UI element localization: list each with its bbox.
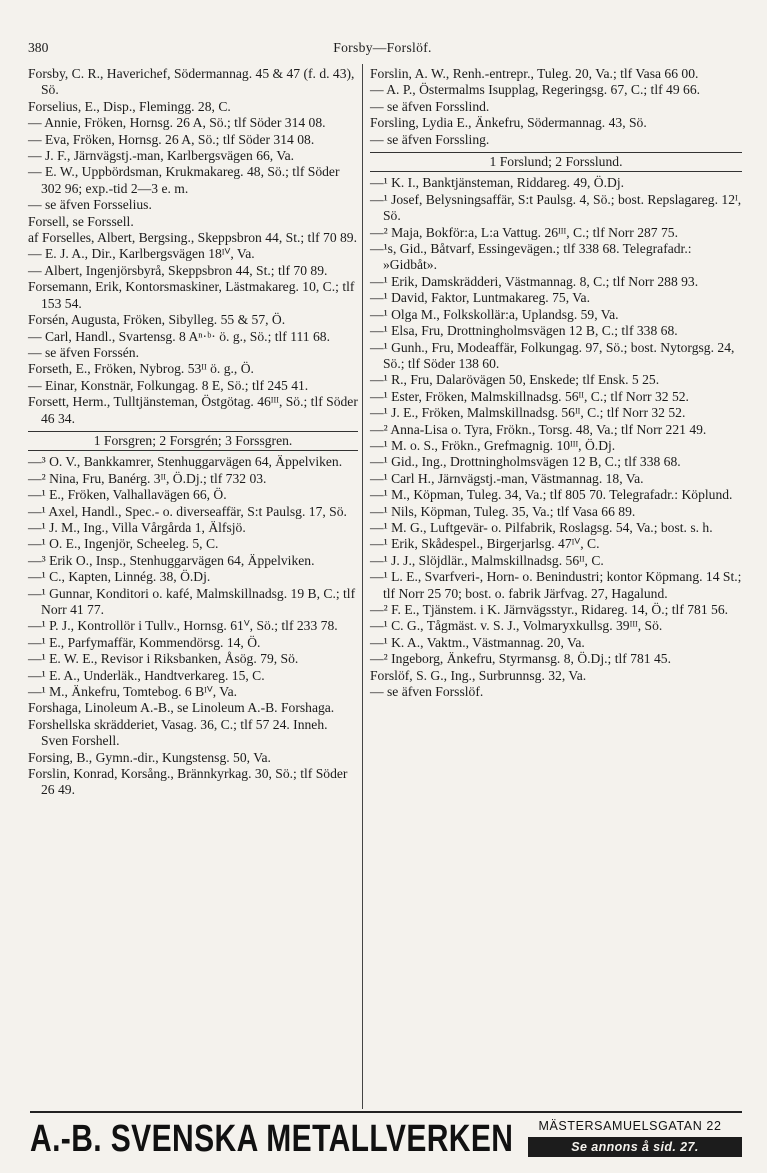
directory-entry: Forselius, E., Disp., Flemingg. 28, C. [28, 98, 231, 114]
directory-entry: Forslöf, S. G., Ing., Surbrunnsg. 32, Va. [370, 667, 587, 683]
directory-entry: — Albert, Ingenjörsbyrå, Skeppsbron 44, St.; tlf 70 89. [28, 262, 328, 278]
directory-entry: —¹ David, Faktor, Luntmakareg. 75, Va. [370, 290, 590, 306]
advert-banner [30, 1111, 742, 1163]
directory-entry: —¹ E., Parfymaffär, Kommendörsg. 14, Ö. [28, 634, 261, 650]
left-column [28, 66, 358, 799]
directory-entry: —¹ Elsa, Fru, Drottningholmsvägen 12 B, C.; tlf 338 68. [370, 323, 678, 339]
directory-entry: — Annie, Fröken, Hornsg. 26 A, Sö.; tlf Söder 314 08. [28, 115, 326, 131]
directory-entry: — se äfven Forssling. [370, 131, 490, 147]
directory-entry: Forsén, Augusta, Fröken, Sibylleg. 55 & 57, Ö. [28, 312, 286, 328]
page-header [28, 40, 737, 60]
directory-entry: — E. W., Uppbördsman, Krukmakareg. 48, Sö.; tlf Söder 302 96; exp.-tid 2—3 e. m. [28, 164, 340, 196]
directory-entry: —¹ P. J., Kontrollör i Tullv., Hornsg. 61ⱽ, Sö.; tlf 233 78. [28, 618, 338, 634]
directory-entry: —¹ E. W. E., Revisor i Riksbanken, Åsög. 79, Sö. [28, 651, 299, 667]
directory-entry: —¹ J. E., Fröken, Malmskillnadsg. 56ᴵᴵ, C.; tlf Norr 32 52. [370, 405, 686, 421]
directory-entry: — Carl, Handl., Svartensg. 8 Aⁿ·ᵇ· ö. g., Sö.; tlf 111 68. [28, 328, 330, 344]
directory-entry: Forshaga, Linoleum A.-B., se Linoleum A.-B. Forshaga. [28, 700, 335, 716]
running-title: Forsby—Forslöf. [333, 40, 432, 55]
directory-entry: —² Ingeborg, Änkefru, Styrmansg. 8, Ö.Dj.; tlf 781 45. [370, 651, 671, 667]
directory-entry: —¹ Olga M., Folkskollär:a, Uplandsg. 59, Va. [370, 306, 619, 322]
directory-entry: af Forselles, Albert, Bergsing., Skeppsbron 44, St.; tlf 70 89. [28, 230, 358, 246]
directory-entry: — se äfven Forssén. [28, 344, 139, 360]
directory-entry: —² Nina, Fru, Banérg. 3ᴵᴵ, Ö.Dj.; tlf 732 03. [28, 470, 267, 486]
directory-entry: Forsing, B., Gymn.-dir., Kungstensg. 50, Va. [28, 749, 271, 765]
directory-entry: —¹ Gid., Ing., Drottningholmsvägen 12 B, C.; tlf 338 68. [370, 454, 681, 470]
directory-entry: —¹ M., Köpman, Tuleg. 34, Va.; tlf 805 70. Telegrafadr.: Köplund. [370, 487, 733, 503]
directory-entry: —² Maja, Bokför:a, L:a Vattug. 26ᴵᴵᴵ, C.; tlf Norr 287 75. [370, 224, 678, 240]
directory-entry: Forsemann, Erik, Kontorsmaskiner, Lästmakareg. 10, C.; tlf 153 54. [28, 279, 355, 311]
directory-entry: Forslin, Konrad, Korsång., Brännkyrkag. 30, Sö.; tlf Söder 26 49. [28, 766, 348, 798]
right-section-heading: 1 Forslund; 2 Forsslund. [370, 152, 742, 172]
directory-entry: Forsling, Lydia E., Änkefru, Södermannag. 43, Sö. [370, 115, 647, 131]
directory-entry: Forseth, E., Fröken, Nybrog. 53ᴵᴵ ö. g., Ö. [28, 361, 254, 377]
directory-entry: —¹ M., Änkefru, Tomtebog. 6 Bᴵⱽ, Va. [28, 684, 238, 700]
page-number: 380 [28, 40, 49, 55]
directory-entry: —¹ Carl H., Järnvägstj.-man, Västmannag. 18, Va. [370, 470, 644, 486]
directory-entry: Forsett, Herm., Tulltjänsteman, Östgötag. 46ᴵᴵᴵ, Sö.; tlf Söder 46 34. [28, 394, 358, 426]
directory-entry: —¹ E. A., Underläk., Handtverkareg. 15, C. [28, 667, 265, 683]
advert-address: MÄSTERSAMUELSGATAN 22 [538, 1119, 722, 1133]
directory-entry: — se äfven Forsselius. [28, 197, 152, 213]
directory-entry: — E. J. A., Dir., Karlbergsvägen 18ᴵⱽ, Va. [28, 246, 255, 262]
directory-entry: — J. F., Järnvägstj.-man, Karlbergsvägen 66, Va. [28, 148, 295, 164]
directory-entry: —¹ Ester, Fröken, Malmskillnadsg. 56ᴵᴵ, C.; tlf Norr 32 52. [370, 388, 689, 404]
right-entry-list-2 [370, 175, 742, 700]
directory-entry: —¹ Nils, Köpman, Tuleg. 35, Va.; tlf Vasa 66 89. [370, 503, 636, 519]
left-entry-list [28, 66, 358, 427]
directory-entry: —¹ K. I., Banktjänsteman, Riddareg. 49, Ö.Dj. [370, 175, 625, 191]
directory-entry: —¹ Josef, Belysningsaffär, S:t Paulsg. 4, Sö.; bost. Repslagareg. 12ᴵ, Sö. [370, 191, 742, 224]
left-entry-list-2 [28, 454, 358, 799]
directory-entry: —³ Erik O., Insp., Stenhuggarvägen 64, Äppelviken. [28, 552, 315, 568]
directory-entry: —¹ E., Fröken, Valhallavägen 66, Ö. [28, 487, 227, 503]
directory-entry: —² Anna-Lisa o. Tyra, Frökn., Torsg. 48, Va.; tlf Norr 221 49. [370, 421, 707, 437]
directory-entry: —¹ Erik, Skådespel., Birgerjarlsg. 47ᴵⱽ, C. [370, 536, 600, 552]
directory-entry: —¹ R., Fru, Dalarövägen 50, Enskede; tlf Ensk. 5 25. [370, 372, 660, 388]
directory-entry: —¹ Erik, Damskrädderi, Västmannag. 8, C.; tlf Norr 288 93. [370, 273, 699, 289]
advert-brand: A.-B. SVENSKA METALLVERKEN [30, 1118, 514, 1160]
section-heading: 1 Forsgren; 2 Forsgrén; 3 Forssgren. [28, 431, 358, 451]
directory-entry: —¹ K. A., Vaktm., Västmannag. 20, Va. [370, 634, 585, 650]
directory-entry: —¹ Gunnar, Konditori o. kafé, Malmskillnadsg. 19 B, C.; tlf Norr 41 77. [28, 585, 356, 617]
directory-entry: Forsell, se Forssell. [28, 213, 134, 229]
directory-entry: —¹ C. G., Tågmäst. v. S. J., Volmaryxkullsg. 39ᴵᴵᴵ, Sö. [370, 618, 663, 634]
directory-entry: —¹ J. J., Slöjdlär., Malmskillnadsg. 56ᴵᴵ, C. [370, 552, 604, 568]
directory-entry: —¹ Gunh., Fru, Modeaffär, Folkungag. 97, Sö.; bost. Nytorgsg. 24, Sö.; tlf Söder 138 60. [370, 339, 735, 371]
directory-entry: —¹ M. G., Luftgevär- o. Pilfabrik, Roslagsg. 54, Va.; bost. s. h. [370, 519, 713, 535]
directory-entry: — Eva, Fröken, Hornsg. 26 A, Sö.; tlf Söder 314 08. [28, 131, 315, 147]
column-divider [362, 64, 363, 1109]
directory-entry: —¹ C., Kapten, Linnég. 38, Ö.Dj. [28, 569, 211, 585]
right-column [370, 66, 742, 700]
directory-entry: —¹ M. o. S., Frökn., Grefmagnig. 10ᴵᴵᴵ, Ö.Dj. [370, 437, 616, 453]
directory-entry: —¹ O. E., Ingenjör, Scheeleg. 5, C. [28, 536, 219, 552]
directory-entry: —³ O. V., Bankkamrer, Stenhuggarvägen 64, Äppelviken. [28, 454, 343, 470]
advert-reference: Se annons å sid. 27. [528, 1137, 742, 1157]
directory-entry: Forshellska skrädderiet, Vasag. 36, C.; tlf 57 24. Inneh. Sven Forshell. [28, 716, 328, 749]
directory-entry: —¹ Axel, Handl., Spec.- o. diverseaffär, S:t Paulsg. 17, Sö. [28, 503, 347, 519]
directory-entry: — A. P., Östermalms Isupplag, Regeringsg. 67, C.; tlf 49 66. [370, 82, 701, 98]
directory-entry: —¹s, Gid., Båtvarf, Essingevägen.; tlf 338 68. Telegrafadr.: »Gidbåt». [370, 241, 692, 273]
directory-entry: —² F. E., Tjänstem. i K. Järnvägsstyr., Ridareg. 14, Ö.; tlf 781 56. [370, 602, 729, 617]
directory-entry: —¹ L. E., Svarfveri-, Horn- o. Benindustri; kontor Köpmang. 14 St.; tlf Norr 25 70; bost. o. fabrik Järfvag. 27, Hagalund. [370, 569, 742, 601]
directory-entry: — se äfven Forsslöf. [370, 684, 484, 700]
directory-entry: Forsby, C. R., Haverichef, Södermannag. 45 & 47 (f. d. 43), Sö. [28, 66, 355, 98]
directory-entry: — Einar, Konstnär, Folkungag. 8 E, Sö.; tlf 245 41. [28, 377, 309, 393]
directory-entry: Forslin, A. W., Renh.-entrepr., Tuleg. 20, Va.; tlf Vasa 66 00. [370, 66, 699, 81]
directory-entry: —¹ J. M., Ing., Villa Vårgårda 1, Älfsjö. [28, 519, 246, 535]
directory-entry: — se äfven Forsslind. [370, 98, 490, 114]
right-entry-list [370, 66, 742, 148]
